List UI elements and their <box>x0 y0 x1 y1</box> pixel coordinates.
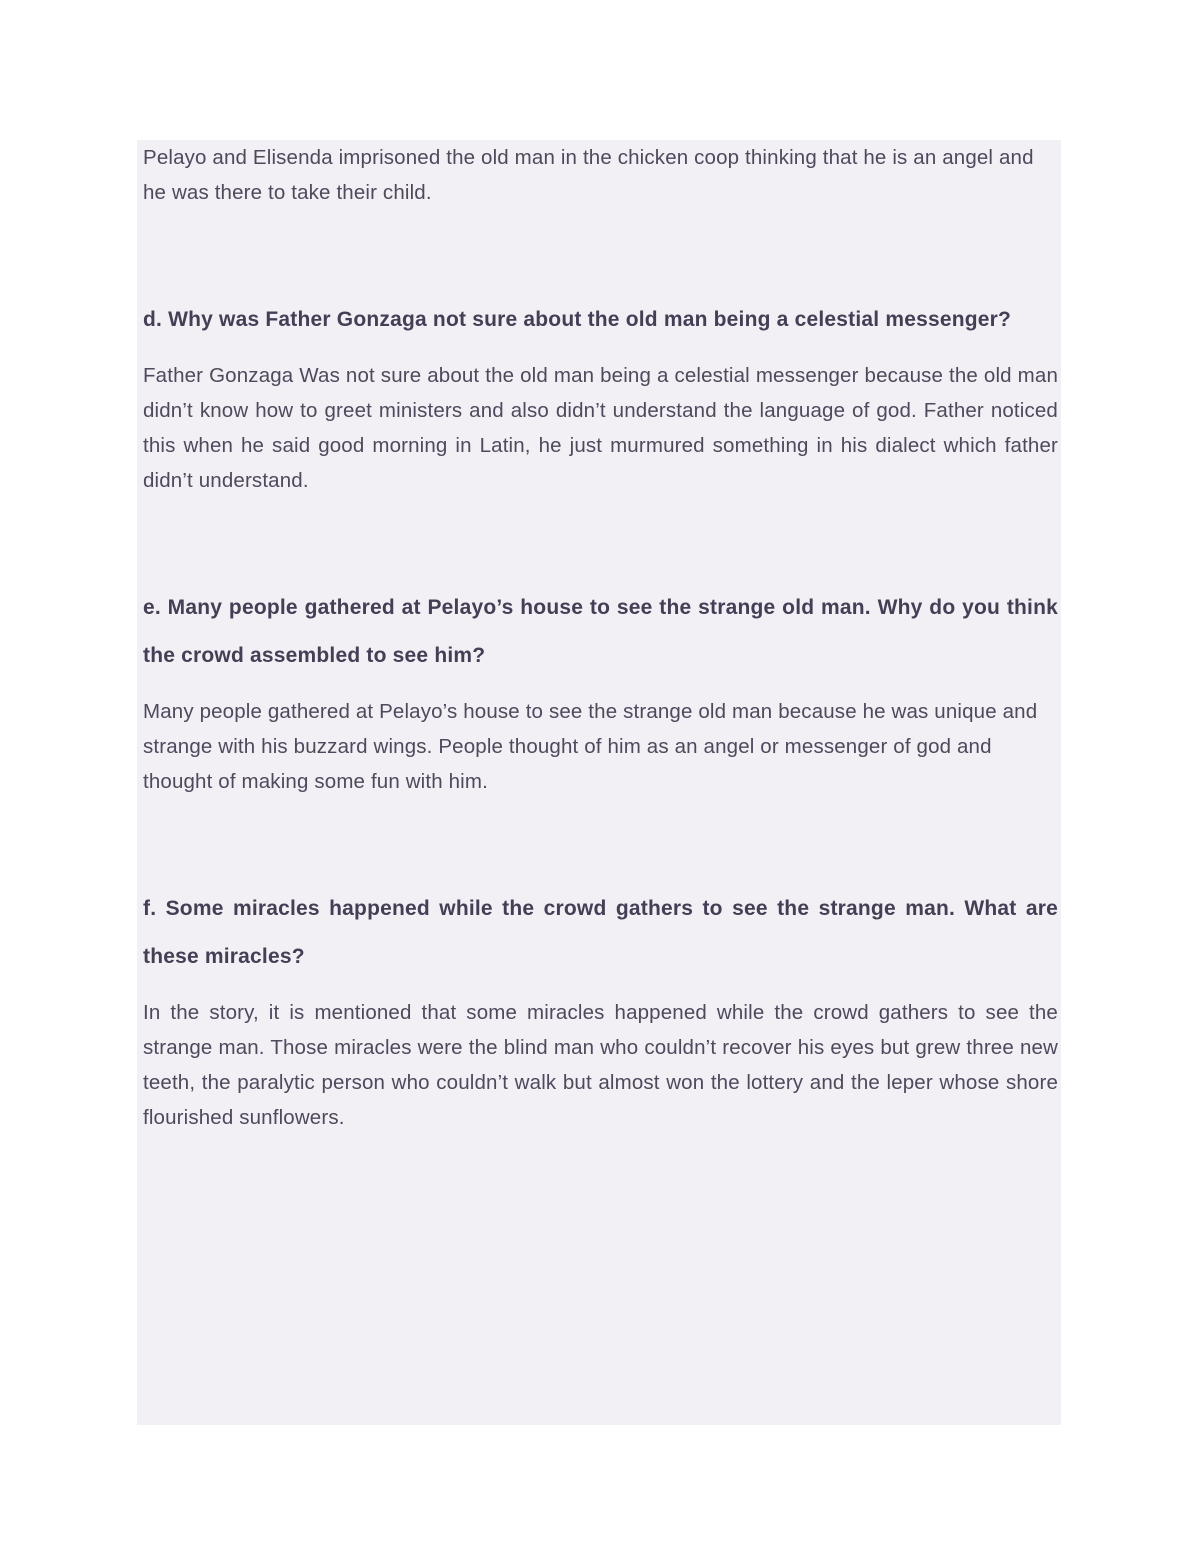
answer-d-paragraph: Father Gonzaga Was not sure about the old man being a celestial messenger because the old man didn’t know how to greet ministers and also didn’t understand the language of god. Father noticed this when he said good morning in Latin, he just murmured something in his dialect which father didn’t understand. <box>143 364 1058 492</box>
spacer <box>143 799 1058 885</box>
text-content-inner <box>137 140 1061 1231</box>
spacer <box>143 1135 1058 1231</box>
spacer <box>143 498 1058 584</box>
question-d-heading: d. Why was Father Gonzaga not sure about the old man being a celestial messenger? <box>143 308 1012 331</box>
text-content-block <box>137 140 1061 1425</box>
spacer <box>143 210 1058 296</box>
spacer <box>143 680 1058 694</box>
spacer <box>143 344 1058 358</box>
spacer <box>143 981 1058 995</box>
answer-f-paragraph: In the story, it is mentioned that some miracles happened while the crowd gathers to see the strange man. Those miracles were the blind man who couldn’t recover his eyes but grew three new teeth, the paralytic person who couldn’t walk but almost won the lottery and the leper whose shore flourished sunflowers. <box>143 1001 1058 1129</box>
question-e-heading: e. Many people gathered at Pelayo’s house to see the strange old man. Why do you think the crowd assembled to see him? <box>143 596 1058 667</box>
answer-e-paragraph: Many people gathered at Pelayo’s house to see the strange old man because he was unique and strange with his buzzard wings. People thought of him as an angel or messenger of god and thought of making some fun with him. <box>143 700 1038 793</box>
question-f-heading: f. Some miracles happened while the crowd gathers to see the strange man. What are these miracles? <box>143 897 1058 968</box>
intro-answer-paragraph: Pelayo and Elisenda imprisoned the old man in the chicken coop thinking that he is an angel and he was there to take their child. <box>143 146 1034 204</box>
